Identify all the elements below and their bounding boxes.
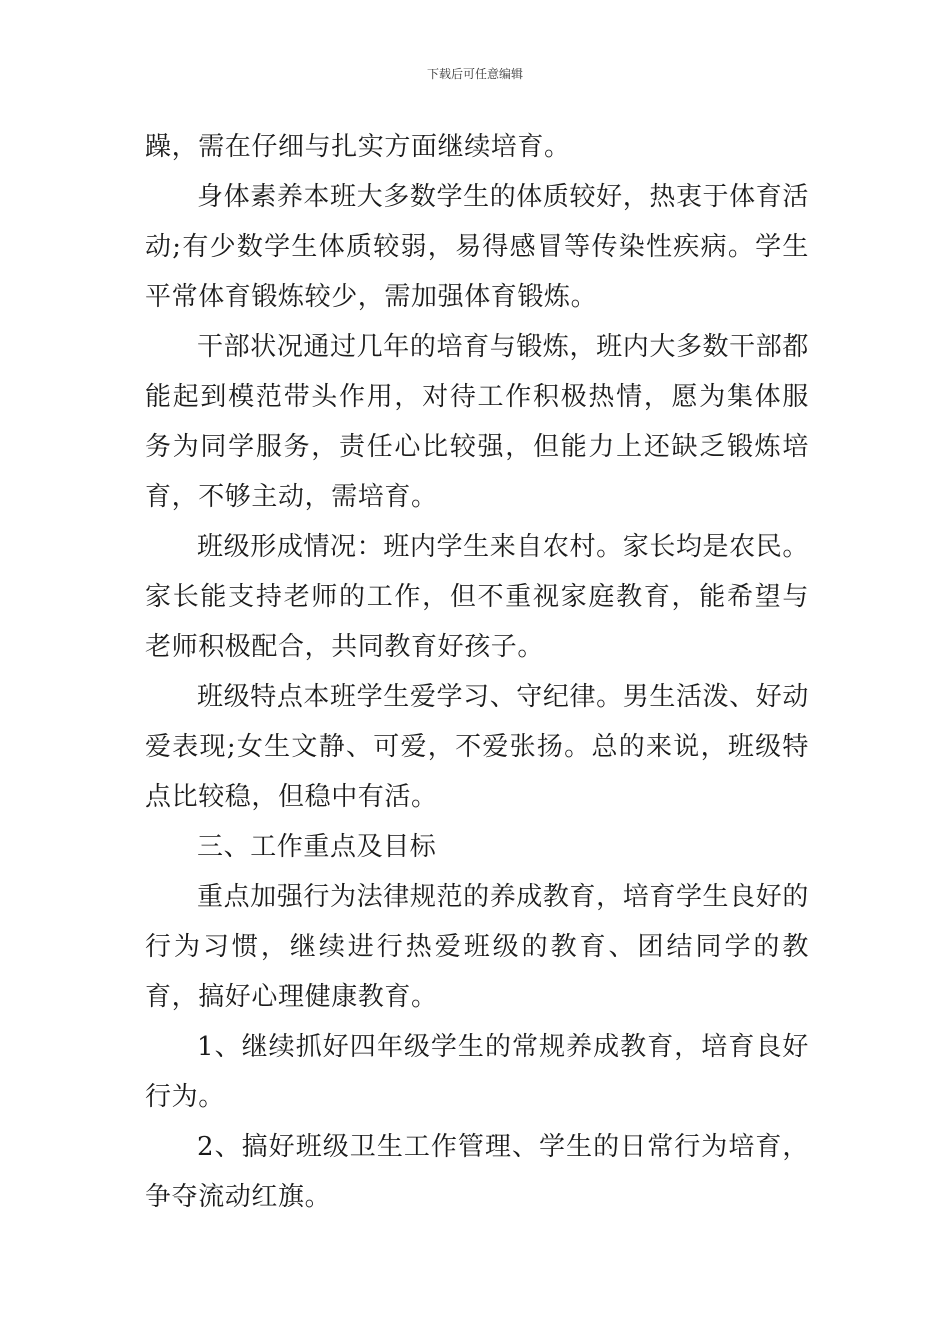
list-item-2: 2、搞好班级卫生工作管理、学生的日常行为培育，争夺流动红旗。 [145, 1132, 809, 1212]
document-body [145, 122, 809, 1222]
paragraph-cadre-status: 干部状况通过几年的培育与锻炼，班内大多数干部都能起到模范带头作用，对待工作积极热情，愿为集体服务为同学服务，责任心比较强，但能力上还缺乏锻炼培育，不够主动，需培育。 [145, 332, 809, 512]
paragraph-class-features: 班级特点本班学生爱学习、守纪律。男生活泼、好动爱表现;女生文静、可爱，不爱张扬。总的来说，班级特点比较稳，但稳中有活。 [145, 682, 809, 812]
list-item-1: 1、继续抓好四年级学生的常规养成教育，培育良好行为。 [145, 1032, 809, 1112]
section-heading-work-focus: 三、工作重点及目标 [197, 832, 437, 862]
paragraph-continuation: 躁，需在仔细与扎实方面继续培育。 [145, 132, 571, 162]
paragraph-key-focus: 重点加强行为法律规范的养成教育，培育学生良好的行为习惯，继续进行热爱班级的教育、团结同学的教育，搞好心理健康教育。 [145, 882, 809, 1012]
paragraph-class-formation: 班级形成情况：班内学生来自农村。家长均是农民。家长能支持老师的工作，但不重视家庭教育，能希望与老师积极配合，共同教育好孩子。 [145, 532, 809, 662]
header-note: 下载后可任意编辑 [426, 67, 523, 81]
paragraph-physical-quality: 身体素养本班大多数学生的体质较好，热衷于体育活动;有少数学生体质较弱，易得感冒等传染性疾病。学生平常体育锻炼较少，需加强体育锻炼。 [145, 182, 809, 312]
